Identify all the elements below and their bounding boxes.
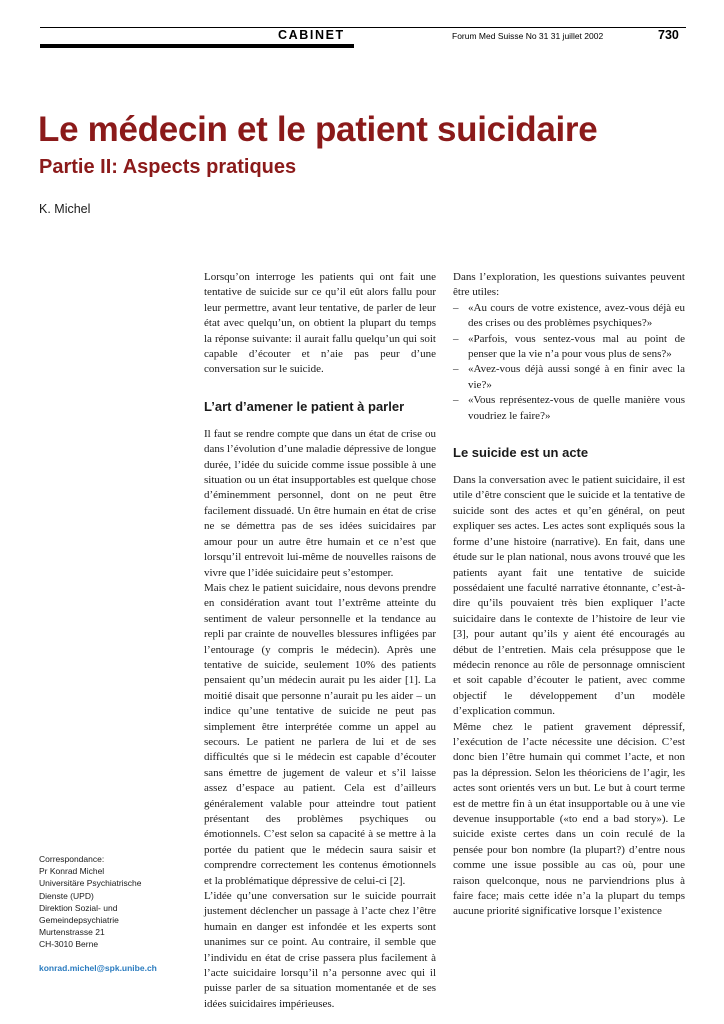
correspondence-line: Murtenstrasse 21 <box>39 927 105 938</box>
correspondence-line: Dienste (UPD) <box>39 890 94 901</box>
correspondence-line: Universitäre Psychiatrische <box>39 878 142 889</box>
correspondence-line: Gemeindepsychiatrie <box>39 915 119 926</box>
correspondence-block <box>39 853 189 951</box>
journal-info: Forum Med Suisse No 31 31 juillet 2002 <box>452 31 604 41</box>
section-heading-art-d-amener: L’art d’amener le patient à parler <box>204 398 405 414</box>
question-item: – «Parfois, vous sentez-vous mal au point de penser que la vie n’a pour vous plus de sens?» <box>453 332 685 363</box>
header-band <box>40 44 354 48</box>
section-heading-suicide-acte: Le suicide est un acte <box>453 445 589 461</box>
body-column-right <box>453 270 685 920</box>
body-paragraph: Il faut se rendre compte que dans un état de crise ou dans l’évolution d’une maladie dépressive de longue durée, l’idée du suicide comme issue possible à une situation ou un état insupportables est quelque chose d’éminemment personnel, dont on ne peut être facilement dissuadé. Un être humain en état de crise ne se démettra pas de ses idées suicidaires par amour pour un autre être humain et ce n’est que lorsqu’il entrevoit lui-même de nouvelles raisons de vivre que l’idée suicidaire peut s’estomper. <box>204 427 436 579</box>
questions-list <box>453 301 685 424</box>
correspondence-email[interactable]: konrad.michel@spk.unibe.ch <box>39 963 157 973</box>
page-number: 730 <box>658 28 679 42</box>
body-paragraph: Même chez le patient gravement dépressif, l’exécution de l’acte nécessite une décision. C’est donc bien l’être humain qui commet l’acte, et non pas la dépression. Selon les théoriciens de l’agir, les actes sont orientés vers un but. Le but à court terme est de mettre fin à un état insupportable ou à une vie devenue insupportable («to end a bad story»). Le suicide existe certes dans un coin reculé de la pensée pour bon nombre (la plupart?) d’entre nous comme une issue possible au cas où, pour une raison quelconque, nous ne parviendrions plus à faire face; mais cette idée n’a la plupart du temps aucune priorité significative lorsque l’existence <box>453 720 685 918</box>
body-paragraph: L’idée qu’une conversation sur le suicide pourrait justement déclencher un passage à l’acte chez l’être humain en danger est infondée et les experts sont unanimes sur ce point. Au contraire, il semble que l’individu en état de crise passera plus facilement à l’acte suicidaire lorsqu’il n’a personne avec qui il puisse parler de sa situation momentanée et de ses idées suicidaires impérieuses. <box>204 890 436 1010</box>
body-paragraph: Mais chez le patient suicidaire, nous devons prendre en considération avant tout l’extrême atteinte du sentiment de valeur personnelle et la tendance au repli par crainte de nouvelles blessures infligées par l’entourage (y compris le médecin). Après une tentative de suicide, seulement 10% des patients pensaient qu’un médecin aurait pu les aider [1]. La moitié disait que personne n’aurait pu les aider – un indice qu’une tentative de suicide ne peut pas simplement être interprétée comme un appel au secours. Le patient ne parlera de lui et de ses difficultés que si le médecin est capable d’écouter sans émettre de jugement de valeur et s’il laisse assez d’espace au patient. Cela est d’ailleurs généralement valable pour atteindre tout patient présentant des problèmes psychiques ou émotionnels. C’est selon sa capacité à se mettre à la portée du patient que le médecin saura saisir et comprendre correctement les contenus émotionnels et la problématique dépressive de celui-ci [2]. <box>204 581 436 887</box>
body-paragraph: Dans la conversation avec le patient suicidaire, il est utile d’être conscient que le suicide et la tentative de suicide sont des actes et qu’en général, on peut expliquer ses actes. Les actes sont expliqués sous la forme d’une histoire (narrative). En fait, dans une étude sur le plan national, nous avons trouvé que les patients ayant fait une tentative de suicide possédaient une faculté narrative étonnante, c’est-à-dire qu’ils pouvaient très bien expliquer l’acte suicidaire dans le contexte de l’histoire de leur vie [3], pour autant qu’ils y aient été encouragés au début de l’entretien. Mais cela présuppose que le médecin renonce au rôle de personnage omniscient et soit capable d’écouter le patient, avec comme objectif le développement d’un modèle d’explication commun. <box>453 474 685 718</box>
correspondence-line: Direktion Sozial- und <box>39 902 118 913</box>
body-column-left <box>204 270 436 1012</box>
questions-intro: Dans l’exploration, les questions suivantes peuvent être utiles: <box>453 271 685 299</box>
intro-paragraph: Lorsqu’on interroge les patients qui ont fait une tentative de suicide sur ce qu’il eût alors fallu pour leur permettre, avant leur tentative, de parler de leur état avec quelqu’un, on obtient la plupart du temps la réponse suivante: il aurait fallu quelqu’un qui soit capable d’écouter et n’aie pas peur d’une conversation sur le suicide. <box>204 271 436 376</box>
article-title: Le médecin et le patient suicidaire <box>38 110 598 149</box>
header-rule <box>40 27 686 28</box>
article-author: K. Michel <box>39 202 91 216</box>
article-subtitle: Partie II: Aspects pratiques <box>39 156 297 178</box>
question-item: – «Au cours de votre existence, avez-vous déjà eu des crises ou des problèmes psychiques?» <box>453 301 685 332</box>
question-item: – «Vous représentez-vous de quelle manière vous voudriez le faire?» <box>453 393 685 424</box>
section-label: CABINET <box>278 28 345 42</box>
correspondence-line: Pr Konrad Michel <box>39 866 105 877</box>
question-item: – «Avez-vous déjà aussi songé à en finir avec la vie?» <box>453 362 685 393</box>
correspondence-line: CH-3010 Berne <box>39 939 99 950</box>
correspondence-label: Correspondance: <box>39 854 105 864</box>
